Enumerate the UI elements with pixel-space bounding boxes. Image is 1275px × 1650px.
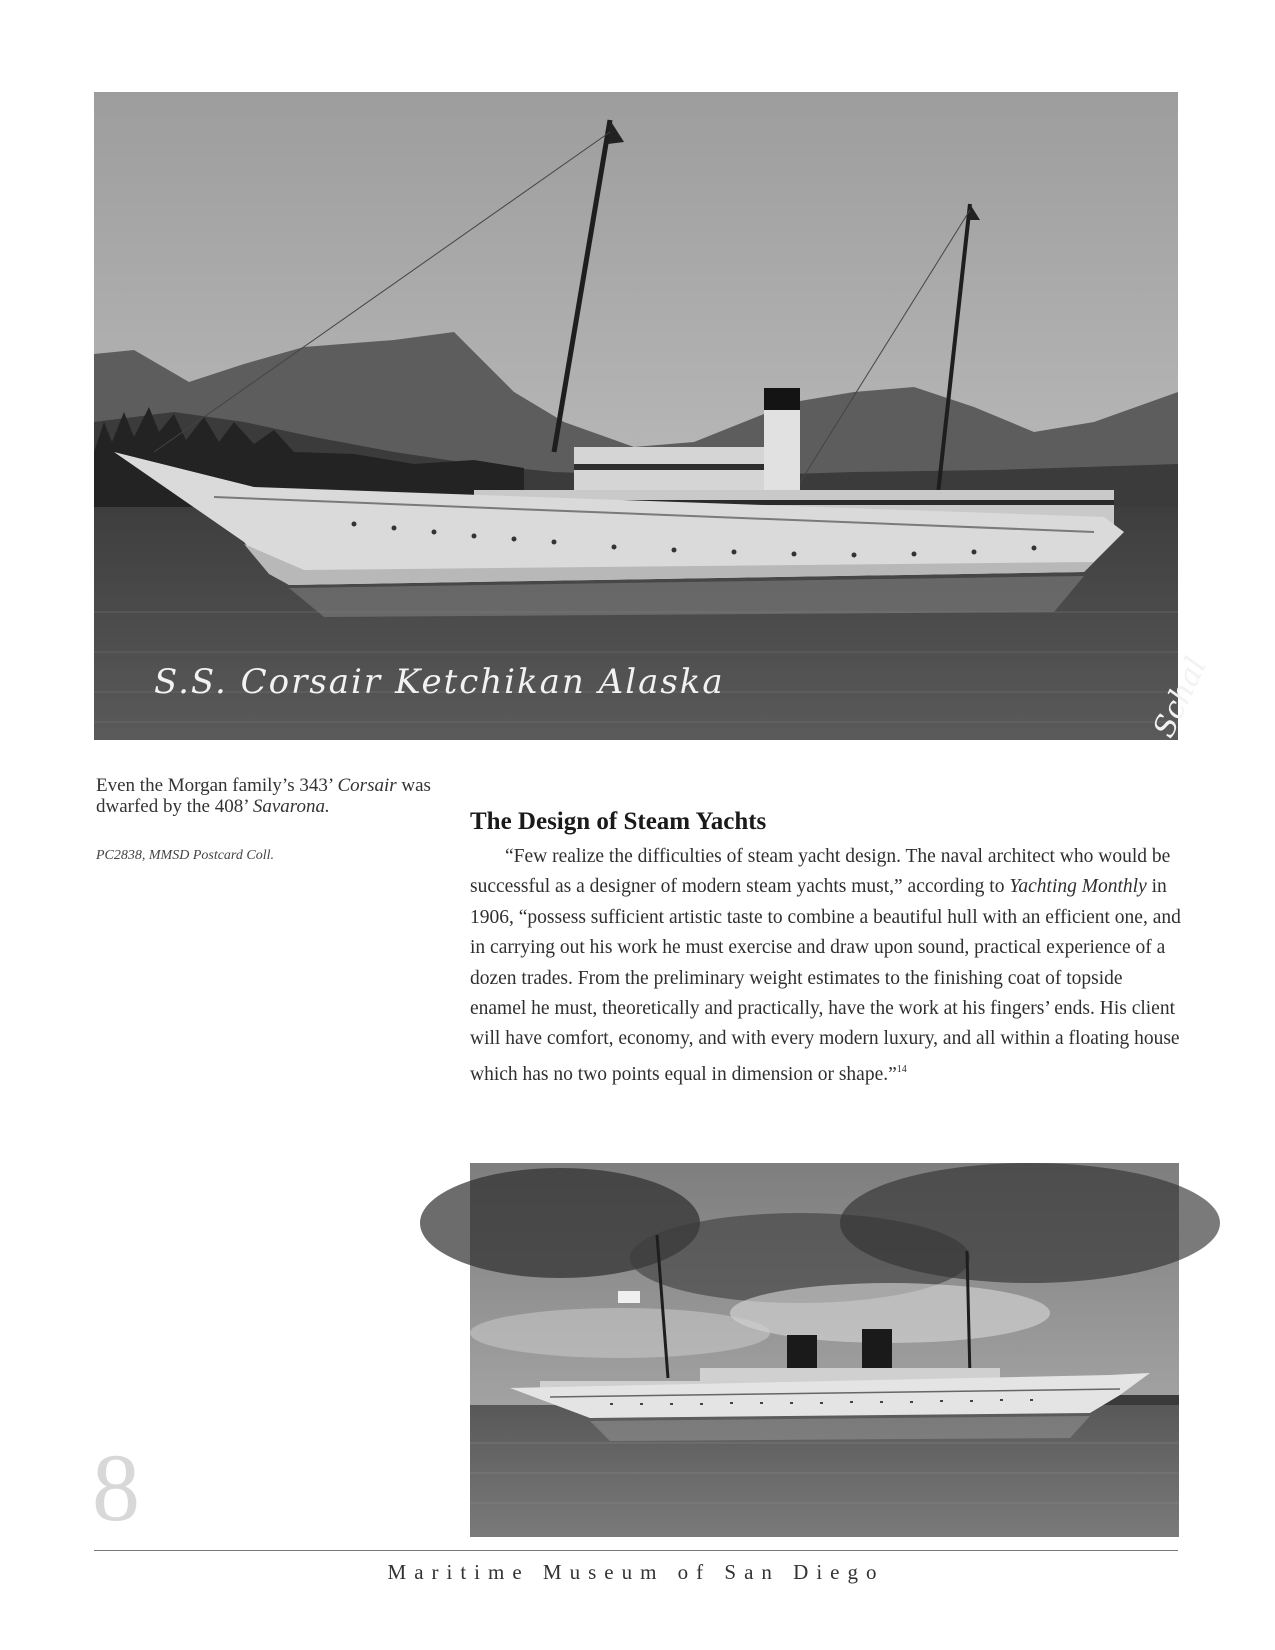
corsair-photo-graphic bbox=[94, 92, 1178, 740]
article-publication: Yachting Monthly bbox=[1009, 876, 1147, 898]
caption-vessel-1: Corsair bbox=[337, 775, 397, 796]
article-heading: The Design of Steam Yachts bbox=[470, 808, 767, 835]
footer-divider bbox=[94, 1550, 1178, 1551]
page-number: 8 bbox=[92, 1434, 140, 1541]
caption-vessel-2: Savarona. bbox=[252, 796, 330, 817]
article-body-before: “Few realize the difficulties of steam yacht design. The naval architect who would be successful as a designer of modern steam yachts must,” according to bbox=[470, 846, 1171, 898]
photo-caption bbox=[96, 775, 436, 817]
photo-inscription: S.S. Corsair Ketchikan Alaska bbox=[154, 662, 725, 702]
photo-credit: PC2838, MMSD Postcard Coll. bbox=[96, 848, 274, 863]
photo-signature: Schal bbox=[1146, 652, 1214, 744]
article-body-after: in 1906, “possess sufficient artistic taste to combine a beautiful hull with an efficient one, and in carrying out his work he must exercise and draw upon sound, practical experience of a dozen trades. From the preliminary weight estimates to the finishing coat of topside enamel he must, theoretically and practically, have the work at his fingers’ ends. His client will have comfort, economy, and with every modern luxury, and all within a floating house which has no two points equal in dimension or shape.” bbox=[470, 876, 1181, 1085]
caption-text-middle: was dwarfed by the 408’ bbox=[96, 775, 431, 817]
caption-text-before: Even the Morgan family’s 343’ bbox=[96, 775, 338, 796]
savarona-photo-graphic bbox=[470, 1163, 1179, 1537]
corsair-photo bbox=[94, 92, 1214, 744]
savarona-photo bbox=[470, 1163, 1179, 1537]
article-body bbox=[470, 842, 1182, 1090]
footer-title: Maritime Museum of San Diego bbox=[387, 1560, 885, 1584]
footnote-marker: 14 bbox=[896, 1063, 907, 1075]
